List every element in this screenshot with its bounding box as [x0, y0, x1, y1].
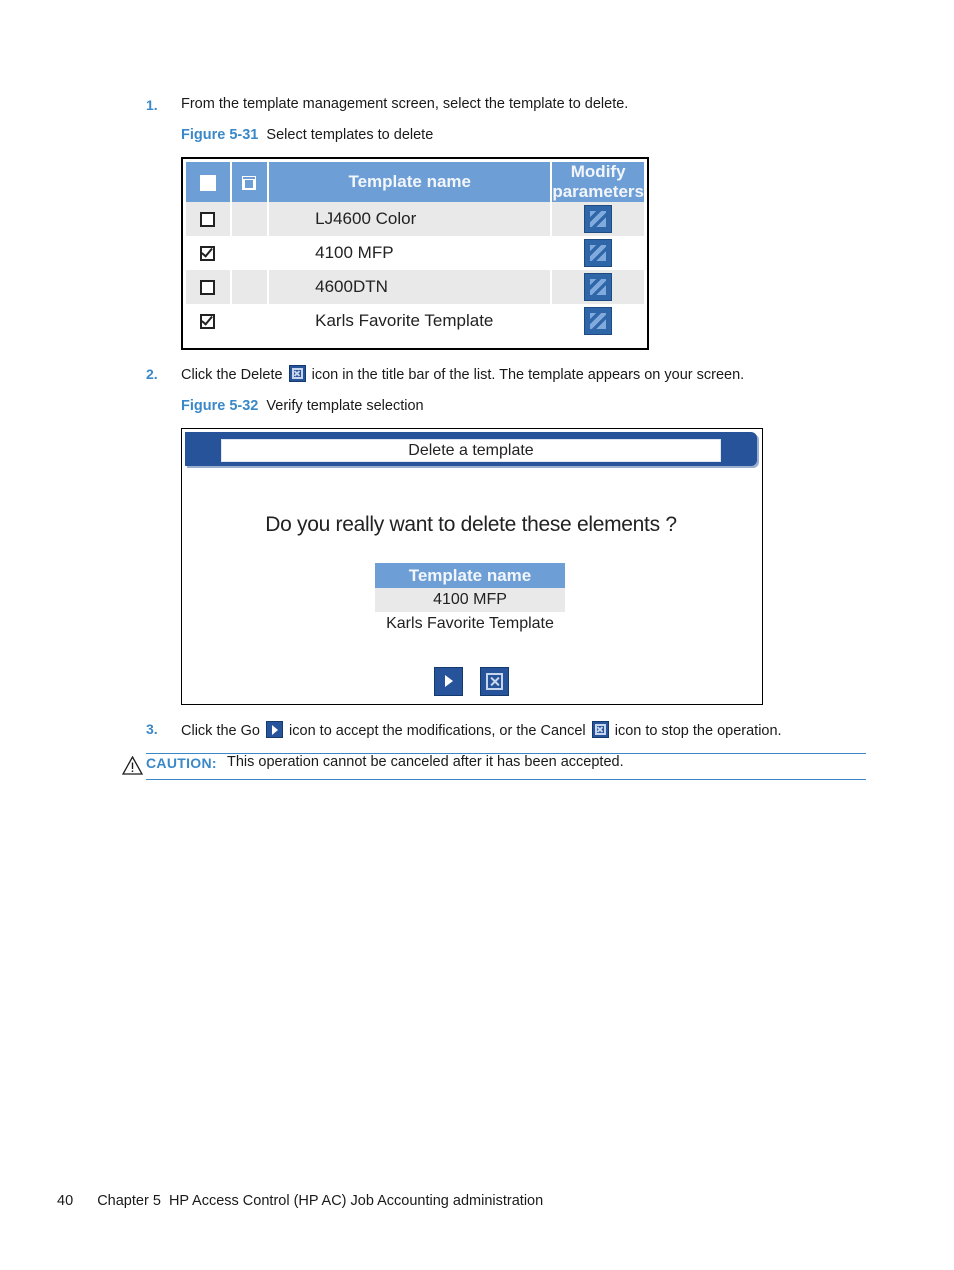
chapter-title: Chapter 5 HP Access Control (HP AC) Job Accounting administration [97, 1193, 544, 1209]
selected-templates-table [375, 563, 565, 636]
template-list-figure [181, 157, 649, 350]
dialog-title-bar [185, 432, 757, 466]
delete-header [232, 162, 270, 202]
template-list-table [186, 162, 644, 338]
caution-label: CAUTION: [146, 755, 217, 771]
table-row [186, 202, 644, 236]
select-all-checkbox[interactable] [200, 175, 216, 191]
template-name-cell: Karls Favorite Template [269, 304, 552, 338]
step-3-text-after: icon to stop the operation. [614, 723, 782, 739]
template-name-cell: 4600DTN [269, 270, 552, 304]
table-row [186, 304, 644, 338]
step-3-text-middle: icon to accept the modifications, or the Cancel [289, 723, 586, 739]
modify-parameters-icon[interactable] [584, 205, 612, 233]
figure-label-1: Figure 5-31 [181, 127, 259, 143]
cancel-button[interactable] [480, 667, 509, 696]
warning-triangle-icon [122, 756, 143, 775]
row-checkbox[interactable] [200, 212, 215, 227]
table-row [186, 270, 644, 304]
step-3-text-before: Click the Go [181, 723, 260, 739]
template-name-cell: LJ4600 Color [269, 202, 552, 236]
modify-parameters-header: Modify parameters [552, 162, 644, 201]
delete-icon [289, 365, 306, 382]
row-checkbox[interactable] [200, 314, 215, 329]
trash-icon[interactable] [242, 176, 256, 190]
row-checkbox[interactable] [200, 246, 215, 261]
step-text-1: From the template management screen, select the template to delete. [181, 96, 629, 112]
figure-caption-1 [181, 127, 433, 143]
select-all-header [186, 162, 232, 202]
cancel-icon [592, 721, 609, 738]
table-row [186, 236, 644, 270]
figure-caption-text-1: Select templates to delete [266, 127, 434, 143]
row-checkbox[interactable] [200, 280, 215, 295]
modify-parameters-icon[interactable] [584, 273, 612, 301]
figure-caption-text-2: Verify template selection [266, 398, 424, 414]
page-number: 40 [57, 1193, 74, 1209]
step-number-2: 2. [146, 366, 158, 382]
delete-template-dialog-figure [181, 428, 763, 705]
page-footer [57, 1193, 543, 1209]
go-icon [266, 721, 283, 738]
play-arrow-icon [445, 675, 453, 687]
step-text-2 [181, 365, 744, 383]
list-item: 4100 MFP [375, 588, 565, 612]
figure-label-2: Figure 5-32 [181, 398, 259, 414]
caution-rule-bottom [146, 779, 866, 780]
figure-caption-2 [181, 398, 424, 414]
selected-templates-header: Template name [375, 563, 565, 588]
cancel-x-icon [486, 673, 503, 690]
list-item: Karls Favorite Template [386, 615, 554, 632]
caution-text: This operation cannot be canceled after it has been accepted. [227, 754, 624, 770]
step-number-3: 3. [146, 721, 158, 737]
template-name-header: Template name [269, 162, 552, 202]
go-button[interactable] [434, 667, 463, 696]
modify-parameters-icon[interactable] [584, 307, 612, 335]
template-name-cell: 4100 MFP [269, 236, 552, 270]
step-2-text-after: icon in the title bar of the list. The template appears on your screen. [311, 367, 745, 383]
step-number-1: 1. [146, 97, 158, 113]
step-2-text-before: Click the Delete [181, 367, 283, 383]
dialog-title: Delete a template [221, 439, 721, 462]
modify-parameters-icon[interactable] [584, 239, 612, 267]
step-text-3 [181, 721, 782, 739]
dialog-question: Do you really want to delete these elements ? [265, 513, 677, 536]
